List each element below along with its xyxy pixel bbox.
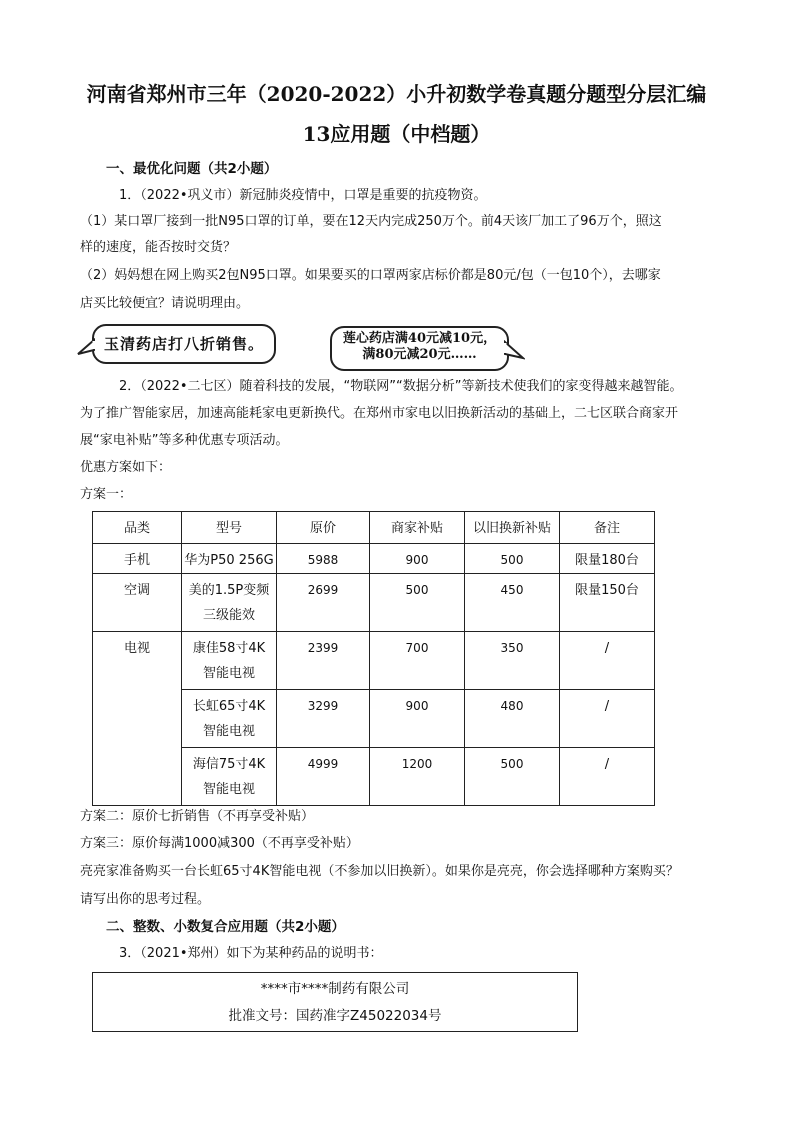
section-heading-optimization: 一、最优化问题（共2小题） bbox=[106, 161, 278, 177]
cell-note: / bbox=[560, 632, 655, 690]
cell-tradein-subsidy: 500 bbox=[465, 748, 560, 806]
document-title: 河南省郑州市三年（2020-2022）小升初数学卷真题分题型分层汇编 bbox=[86, 82, 707, 106]
document-subtitle: 13应用题（中档题） bbox=[302, 122, 491, 146]
cell-model-line1: 美的1.5P变频 bbox=[188, 583, 270, 598]
speech-bubble-yuqing-text: 玉清药店打八折销售。 bbox=[103, 335, 264, 353]
cell-model-line1: 康佳58寸4K bbox=[192, 641, 266, 656]
plan-three: 方案三：原价每满1000减300（不再享受补贴） bbox=[80, 836, 359, 851]
cell-price: 5988 bbox=[277, 544, 370, 574]
cell-price: 2399 bbox=[277, 632, 370, 690]
header-tradein-subsidy: 以旧换新补贴 bbox=[465, 512, 560, 544]
medicine-instruction-box bbox=[92, 972, 578, 1032]
cell-price: 3299 bbox=[277, 690, 370, 748]
cell-model: 华为P50 256G bbox=[182, 544, 277, 574]
offer-plans-intro: 优惠方案如下： bbox=[80, 460, 172, 475]
approval-number: 批准文号：国药准字Z45022034号 bbox=[228, 1008, 442, 1024]
cell-category: 空调 bbox=[93, 574, 182, 632]
question-2-line2: 为了推广智能家居，加速高能耗家电更新换代。在郑州市家电以旧换新活动的基础上，二七区联合商家开 bbox=[80, 406, 679, 421]
speech-bubble-tail-left bbox=[76, 338, 96, 358]
cell-merchant-subsidy: 900 bbox=[370, 544, 465, 574]
table-header-row bbox=[93, 512, 655, 544]
table-row bbox=[93, 544, 655, 574]
cell-note: 限量180台 bbox=[560, 544, 655, 574]
cell-model-line1: 长虹65寸4K bbox=[192, 699, 266, 714]
question-1-part1-line2: 样的速度，能否按时交货？ bbox=[80, 240, 237, 255]
cell-model-line2: 智能电视 bbox=[202, 782, 255, 797]
cell-merchant-subsidy: 700 bbox=[370, 632, 465, 690]
header-note: 备注 bbox=[560, 512, 655, 544]
header-merchant-subsidy: 商家补贴 bbox=[370, 512, 465, 544]
cell-category: 手机 bbox=[93, 544, 182, 574]
header-model: 型号 bbox=[182, 512, 277, 544]
cell-note: / bbox=[560, 748, 655, 806]
cell-tradein-subsidy: 480 bbox=[465, 690, 560, 748]
header-price: 原价 bbox=[277, 512, 370, 544]
cell-tradein-subsidy: 350 bbox=[465, 632, 560, 690]
speech-bubble-lianxin-pharmacy bbox=[330, 326, 509, 371]
section-heading-composite: 二、整数、小数复合应用题（共2小题） bbox=[106, 919, 345, 935]
cell-model-line2: 智能电视 bbox=[202, 724, 255, 739]
cell-merchant-subsidy: 500 bbox=[370, 574, 465, 632]
speech-bubble-lianxin-line2: 满80元减20元…… bbox=[362, 347, 477, 362]
header-category: 品类 bbox=[93, 512, 182, 544]
cell-merchant-subsidy: 900 bbox=[370, 690, 465, 748]
question-2-ask-line2: 请写出你的思考过程。 bbox=[80, 892, 211, 907]
cell-model bbox=[182, 574, 277, 632]
manufacturer-name: ****市****制药有限公司 bbox=[260, 981, 410, 997]
subsidy-table bbox=[92, 511, 655, 806]
cell-merchant-subsidy: 1200 bbox=[370, 748, 465, 806]
plan-one-label: 方案一： bbox=[80, 487, 133, 502]
cell-model bbox=[182, 748, 277, 806]
question-2-line1: 2．（2022•二七区）随着科技的发展，“物联网”“数据分析”等新技术使我们的家变得越来越智能。 bbox=[119, 379, 683, 394]
question-1-part1-line1: （1）某口罩厂接到一批N95口罩的订单，要在12天内完成250万个。前4天该厂加工了96万个，照这 bbox=[80, 214, 662, 229]
table-row bbox=[93, 574, 655, 632]
cell-price: 4999 bbox=[277, 748, 370, 806]
question-1-part2-line1: （2）妈妈想在网上购买2包N95口罩。如果要买的口罩两家店标价都是80元/包（一包10个），去哪家 bbox=[80, 268, 661, 283]
table-row bbox=[93, 632, 655, 690]
cell-model-line2: 智能电视 bbox=[202, 666, 255, 681]
question-2-line3: 展“家电补贴”等多种优惠专项活动。 bbox=[80, 433, 289, 448]
speech-bubble-tail-right bbox=[503, 340, 525, 362]
cell-note: 限量150台 bbox=[560, 574, 655, 632]
speech-bubble-lianxin-line1: 莲心药店满40元减10元， bbox=[342, 331, 497, 346]
question-3-intro: 3．（2021•郑州）如下为某种药品的说明书： bbox=[119, 946, 383, 961]
cell-tradein-subsidy: 500 bbox=[465, 544, 560, 574]
cell-note: / bbox=[560, 690, 655, 748]
cell-model bbox=[182, 632, 277, 690]
cell-price: 2699 bbox=[277, 574, 370, 632]
question-1-part2-line2: 店买比较便宜？请说明理由。 bbox=[80, 296, 250, 311]
question-1-intro: 1．（2022•巩义市）新冠肺炎疫情中，口罩是重要的抗疫物资。 bbox=[119, 188, 487, 203]
cell-model bbox=[182, 690, 277, 748]
cell-model-line2: 三级能效 bbox=[202, 608, 255, 623]
cell-model-line1: 海信75寸4K bbox=[192, 757, 266, 772]
speech-bubble-yuqing-pharmacy bbox=[92, 324, 276, 364]
cell-category-tv: 电视 bbox=[93, 632, 182, 806]
plan-two: 方案二：原价七折销售（不再享受补贴） bbox=[80, 809, 315, 824]
question-2-ask-line1: 亮亮家准备购买一台长虹65寸4K智能电视（不参加以旧换新）。如果你是亮亮，你会选择哪种方案购买？ bbox=[80, 864, 679, 879]
cell-tradein-subsidy: 450 bbox=[465, 574, 560, 632]
